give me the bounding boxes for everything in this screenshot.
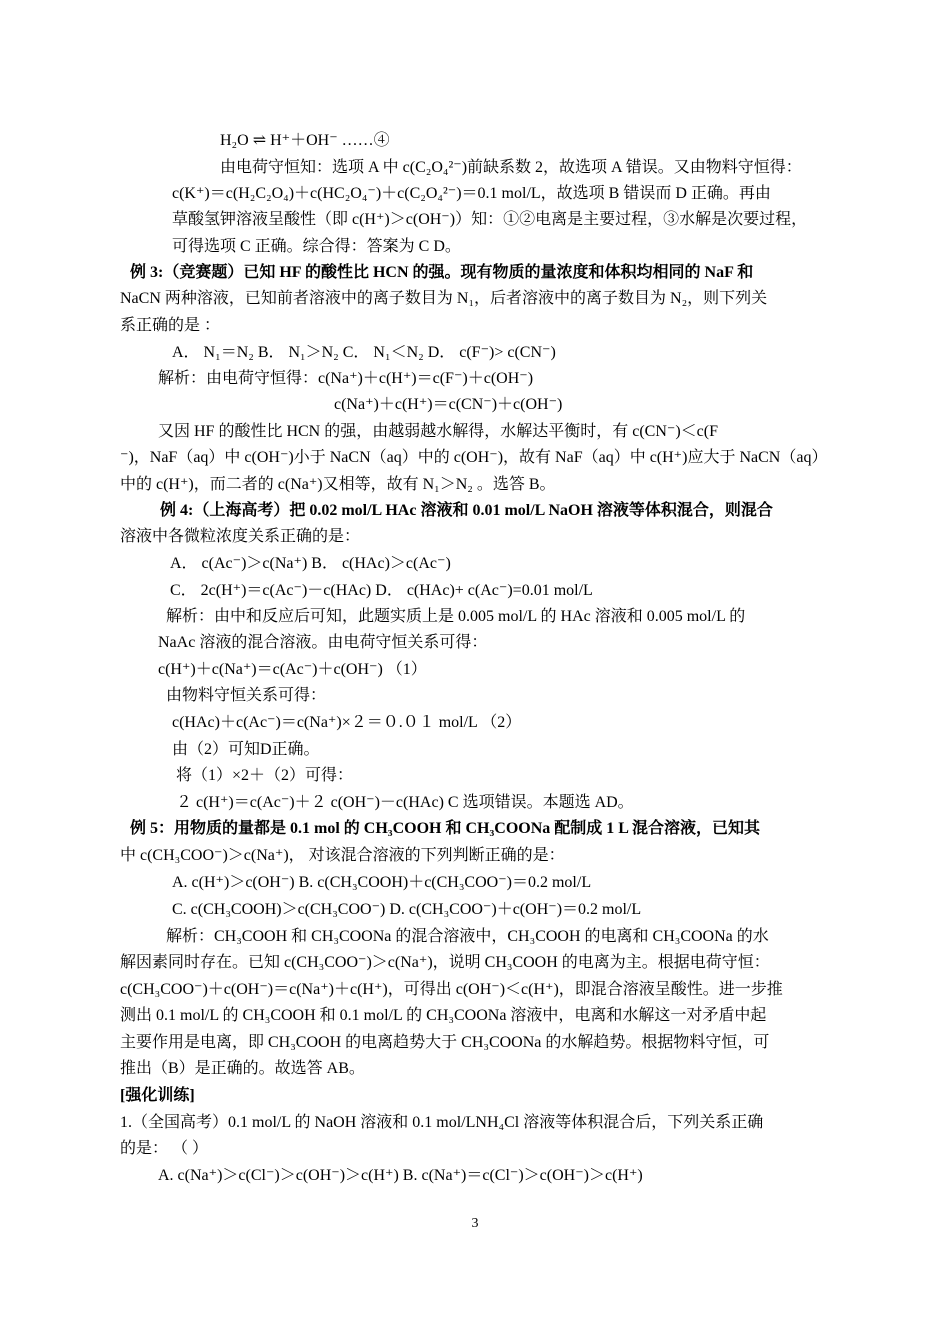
- equation-line: c(H⁺)＋c(Na⁺)＝c(Ac⁻)＋c(OH⁻) （1）: [158, 661, 427, 678]
- equation-line: c(HAc)＋c(Ac⁻)＝c(Na⁺)×２＝０.０１ mol/L （2）: [172, 714, 522, 731]
- example-heading: 例 5：用物质的量都是 0.1 mol 的 CH₃COOH 和 CH₃COONa 配制成 1 L 混合溶液，已知其: [130, 820, 761, 837]
- question-line: 1.（全国高考）0.1 mol/L 的 NaOH 溶液和 0.1 mol/LNH₄Cl 溶液等体积混合后，下列关系正确: [120, 1114, 764, 1131]
- text-line: NaAc 溶液的混合溶液。由电荷守恒关系可得：: [158, 634, 488, 651]
- text-line: 解析：由电荷守恒得：c(Na⁺)＋c(H⁺)＝c(F⁻)＋c(OH⁻): [158, 370, 534, 387]
- text-line: 中 c(CH₃COO⁻)＞c(Na⁺)， 对该混合溶液的下列判断正确的是：: [120, 847, 565, 864]
- option-line: A. c(H⁺)＞c(OH⁻) B. c(CH₃COOH)＋c(CH₃COO⁻)＝0.2 mol/L: [172, 874, 592, 891]
- text-line: 由物料守恒关系可得：: [166, 687, 327, 704]
- text-line: 草酸氢钾溶液呈酸性（即 c(H⁺)＞c(OH⁻)）知：①②电离是主要过程，③水解是次要过程，: [172, 211, 808, 228]
- question-line: 的是： （ ）: [120, 1140, 209, 1157]
- text-line: H₂O ⇌ H⁺＋OH⁻ ……④: [220, 132, 390, 149]
- text-line: c(Na⁺)＋c(H⁺)＝c(CN⁻)＋c(OH⁻): [334, 396, 563, 413]
- option-line: A． N₁＝N₂ B． N₁＞N₂ C． N₁＜N₂ D． c(F⁻)> c(CN⁻): [172, 344, 556, 361]
- text-line: 中的 c(H⁺)，而二者的 c(Na⁺)又相等，故有 N₁＞N₂ 。选答 B。: [120, 476, 556, 493]
- option-line: A. c(Na⁺)＞c(Cl⁻)＞c(OH⁻)＞c(H⁺) B. c(Na⁺)＝c(Cl⁻)＞c(OH⁻)＞c(H⁺): [158, 1167, 643, 1184]
- example-heading: 例 4:（上海高考）把 0.02 mol/L HAc 溶液和 0.01 mol/L NaOH 溶液等体积混合，则混合: [160, 502, 773, 519]
- text-line: 解因素同时存在。已知 c(CH₃COO⁻)＞c(Na⁺)，说明 CH₃COOH 的电离为主。根据电荷守恒：: [120, 954, 770, 971]
- text-line: 测出 0.1 mol/L 的 CH₃COOH 和 0.1 mol/L 的 CH₃COONa 溶液中，电离和水解这一对矛盾中起: [120, 1007, 767, 1024]
- text-line: c(K⁺)＝c(H₂C₂O₄)＋c(HC₂O₄⁻)＋c(C₂O₄²⁻)＝0.1 mol/L，故选项 B 错误而 D 正确。再由: [172, 185, 771, 202]
- option-line: C． 2c(H⁺)＝c(Ac⁻)－c(HAc) D． c(HAc)+ c(Ac⁻)=0.01 mol/L: [170, 582, 593, 599]
- text-line: 由（2）可知D正确。: [172, 741, 320, 758]
- text-line: NaCN 两种溶液，已知前者溶液中的离子数目为 N₁，后者溶液中的离子数目为 N₂，则下列关: [120, 290, 768, 307]
- text-line: 主要作用是电离，即 CH₃COOH 的电离趋势大于 CH₃COONa 的水解趋势。根据物料守恒，可: [120, 1034, 770, 1051]
- text-line: 解析：CH₃COOH 和 CH₃COONa 的混合溶液中，CH₃COOH 的电离和 CH₃COONa 的水: [166, 928, 769, 945]
- example-heading: 例 3:（竞赛题）已知 HF 的酸性比 HCN 的强。现有物质的量浓度和体积均相同的 NaF 和: [130, 264, 754, 281]
- option-line: A． c(Ac⁻)＞c(Na⁺) B． c(HAc)＞c(Ac⁻): [170, 555, 451, 572]
- text-line: 可得选项 C 正确。综合得：答案为 C D。: [172, 238, 461, 255]
- text-line: 又因 HF 的酸性比 HCN 的强，由越弱越水解得，水解达平衡时，有 c(CN⁻)＜c(F: [158, 423, 718, 440]
- text-line: 解析：由中和反应后可知，此题实质上是 0.005 mol/L 的 HAc 溶液和 0.005 mol/L 的: [166, 608, 746, 625]
- text-line: 溶液中各微粒浓度关系正确的是：: [120, 528, 361, 545]
- section-heading: [强化训练]: [120, 1087, 195, 1104]
- text-line: 由电荷守恒知：选项 A 中 c(C₂O₄²⁻)前缺系数 2，故选项 A 错误。又由物料守恒得：: [220, 159, 802, 176]
- text-line: 推出（B）是正确的。故选答 AB。: [120, 1060, 365, 1077]
- text-line: ⁻)，NaF（aq）中 c(OH⁻)小于 NaCN（aq）中的 c(OH⁻)，故有 NaF（aq）中 c(H⁺)应大于 NaCN（aq）: [120, 449, 828, 466]
- text-line: 将（1）×2＋（2）可得：: [176, 767, 354, 784]
- option-line: C. c(CH₃COOH)＞c(CH₃COO⁻) D. c(CH₃COO⁻)＋c(OH⁻)＝0.2 mol/L: [172, 901, 642, 918]
- page-number: 3: [471, 1216, 479, 1231]
- text-line: 系正确的是 ：: [120, 317, 221, 334]
- equation-line: ２ c(H⁺)＝c(Ac⁻)＋２ c(OH⁻)－c(HAc) C 选项错误。本题选 AD。: [176, 794, 634, 811]
- text-line: c(CH₃COO⁻)＋c(OH⁻)＝c(Na⁺)＋c(H⁺)，可得出 c(OH⁻)＜c(H⁺)，即混合溶液呈酸性。进一步推: [120, 981, 783, 998]
